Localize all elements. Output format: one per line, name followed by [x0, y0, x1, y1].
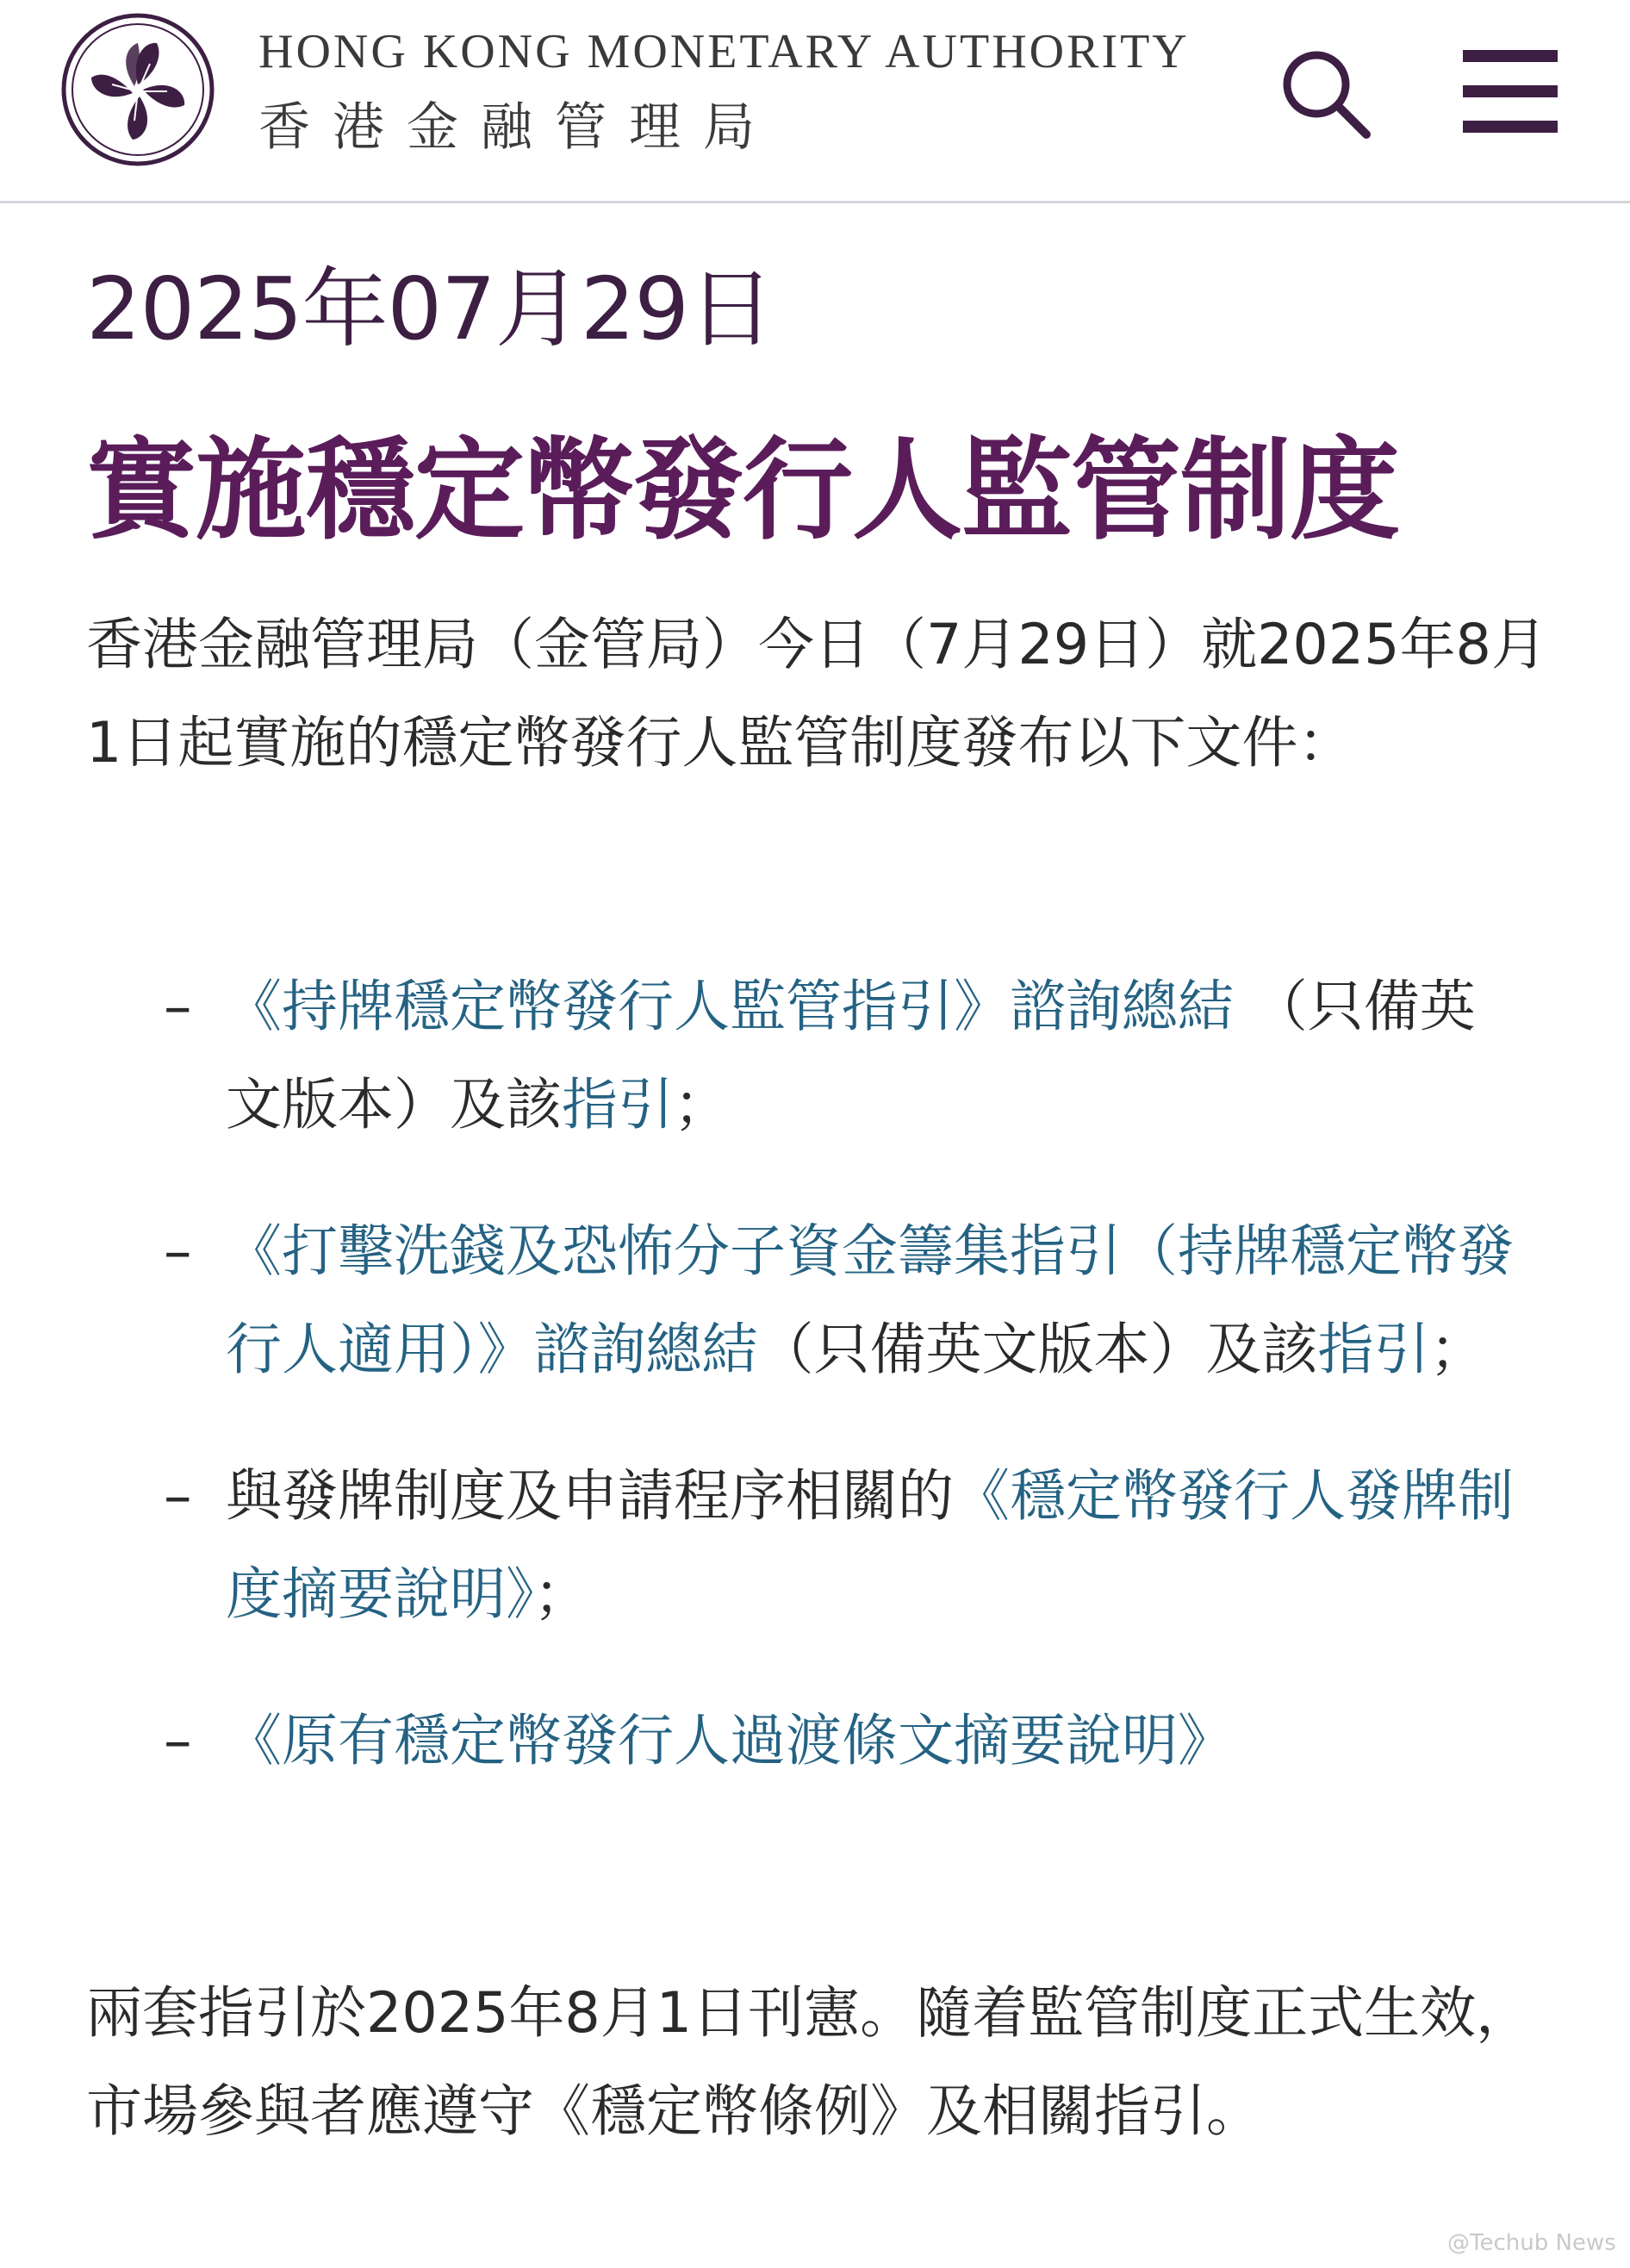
list-item [164, 1203, 1525, 1399]
list-item [164, 958, 1525, 1155]
link-guideline[interactable]: 指引 [1317, 1318, 1430, 1382]
list-dash: – [164, 1219, 192, 1284]
list-item-text: （只備英文版本）及該 [757, 1318, 1318, 1382]
list-item [164, 1692, 1525, 1791]
list-dash: – [164, 1464, 192, 1529]
list-item-punct: ； [674, 1073, 731, 1137]
list-item [164, 1448, 1525, 1644]
hamburger-menu-icon [1463, 48, 1558, 134]
search-icon [1273, 41, 1377, 145]
list-item-punct: ； [1429, 1318, 1486, 1382]
link-guideline[interactable]: 指引 [562, 1073, 675, 1137]
link-transitional-provisions-summary[interactable]: 《原有穩定幣發行人過渡條文摘要說明》 [226, 1709, 1235, 1773]
list-dash: – [164, 975, 192, 1039]
search-button[interactable] [1273, 41, 1377, 145]
closing-paragraph: 兩套指引於2025年8月1日刊憲。隨着監管制度正式生效，市場參與者應遵守《穩定幣條例》及相關指引。 [86, 1981, 1533, 2144]
site-header [0, 0, 1630, 203]
brand-name-chinese[interactable]: 香港金融管理局 [258, 97, 777, 158]
link-licensed-issuer-guideline-consultation[interactable]: 《持牌穩定幣發行人監管指引》諮詢總結 [226, 975, 1235, 1039]
brand-name-english[interactable]: HONG KONG MONETARY AUTHORITY [258, 25, 1190, 78]
intro-paragraph: 香港金融管理局（金管局）今日（7月29日）就2025年8月1日起實施的穩定幣發行人監管制度發布以下文件： [86, 613, 1547, 776]
article-title: 實施穩定幣發行人監管制度 [86, 427, 1400, 555]
list-item-text: （只備英文版本）及該 [226, 975, 1476, 1137]
list-item-text: 與發牌制度及申請程序相關的 [226, 1464, 955, 1529]
bauhinia-logo-icon[interactable] [60, 12, 215, 167]
watermark: @Techub News [1447, 2230, 1616, 2256]
document-list [164, 958, 1525, 1791]
link-licensing-regime-summary[interactable]: 《穩定幣發行人發牌制度摘要說明》 [226, 1464, 1515, 1627]
list-dash: – [164, 1709, 192, 1773]
article-date: 2025年07月29日 [86, 259, 774, 359]
list-item-punct: ； [533, 1562, 590, 1627]
hamburger-menu-button[interactable] [1463, 48, 1558, 134]
link-aml-cft-guideline-consultation[interactable]: 《打擊洗錢及恐怖分子資金籌集指引（持牌穩定幣發行人適用）》諮詢總結 [226, 1219, 1515, 1382]
